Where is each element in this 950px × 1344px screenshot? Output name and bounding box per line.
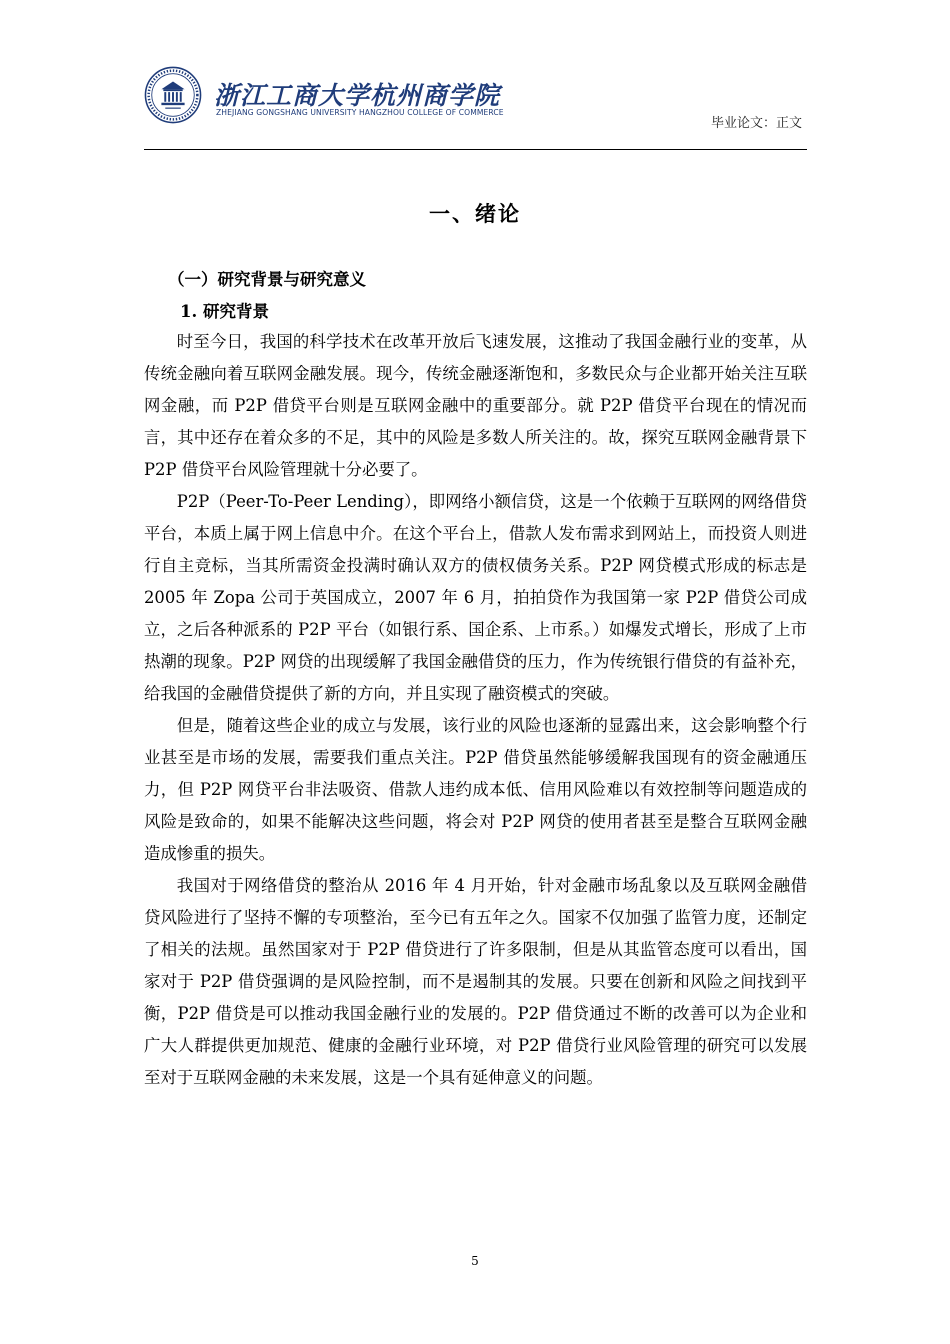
paragraph: P2P（Peer-To-Peer Lending），即网络小额信贷，这是一个依赖于互联网的网络借贷平台，本质上属于网上信息中介。在这个平台上，借款人发布需求到网站上，而投资人则进行自主竞标，当其所需资金投满时确认双方的债权债务关系。P2P 网贷模式形成的标志是 2005 年 Zopa 公司于英国成立，2007 年 6 月，拍拍贷作为我国第一家 P2P 借贷公司成立，之后各种派系的 P2P 平台（如银行系、国企系、上市系。）如爆发式增长，形成了上市热潮的现象。P2P 网贷的出现缓解了我国金融借贷的压力，作为传统银行借贷的有益补充，给我国的金融借贷提供了新的方向，并且实现了融资模式的突破。 [144,492,807,703]
logo-title: 浙江工商大学杭州商学院 [214,81,501,110]
chapter-title: 一、绪论 [429,201,521,226]
subsection-heading: 1. 研究背景 [180,302,269,321]
university-seal-icon [144,66,202,124]
page-header [144,62,806,152]
section-heading: （一）研究背景与研究意义 [168,270,366,289]
logo-subtitle: ZHEJIANG GONGSHANG UNIVERSITY HANGZHOU COLLEGE OF COMMERCE [216,108,504,117]
paragraph: 但是，随着这些企业的成立与发展，该行业的风险也逐渐的显露出来，这会影响整个行业甚至是市场的发展，需要我们重点关注。P2P 借贷虽然能够缓解我国现有的资金融通压力，但 P2P 网贷平台非法吸资、借款人违约成本低、信用风险难以有效控制等问题造成的风险是致命的，如果不能解决这些问题，将会对 P2P 网贷的使用者甚至是整合互联网金融造成惨重的损失。 [144,716,807,863]
paragraph: 我国对于网络借贷的整治从 2016 年 4 月开始，针对金融市场乱象以及互联网金融借贷风险进行了坚持不懈的专项整治，至今已有五年之久。国家不仅加强了监管力度，还制定了相关的法规。虽然国家对于 P2P 借贷进行了许多限制，但是从其监管态度可以看出，国家对于 P2P 借贷强调的是风险控制，而不是遏制其的发展。只要在创新和风险之间找到平衡，P2P 借贷是可以推动我国金融行业的发展的。P2P 借贷通过不断的改善可以为企业和广大人群提供更加规范、健康的金融行业环境，对 P2P 借贷行业风险管理的研究可以发展至对于互联网金融的未来发展，这是一个具有延伸意义的问题。 [144,876,807,1087]
body-text [144,326,807,1094]
header-section-label: 毕业论文：正文 [710,116,802,131]
page-number: 5 [471,1254,479,1268]
header-divider [144,149,807,150]
paragraph: 时至今日，我国的科学技术在改革开放后飞速发展，这推动了我国金融行业的变革，从传统金融向着互联网金融发展。现今，传统金融逐渐饱和，多数民众与企业都开始关注互联网金融，而 P2P 借贷平台则是互联网金融中的重要部分。就 P2P 借贷平台现在的情况而言，其中还存在着众多的不足，其中的风险是多数人所关注的。故，探究互联网金融背景下 P2P 借贷平台风险管理就十分必要了。 [144,332,807,479]
